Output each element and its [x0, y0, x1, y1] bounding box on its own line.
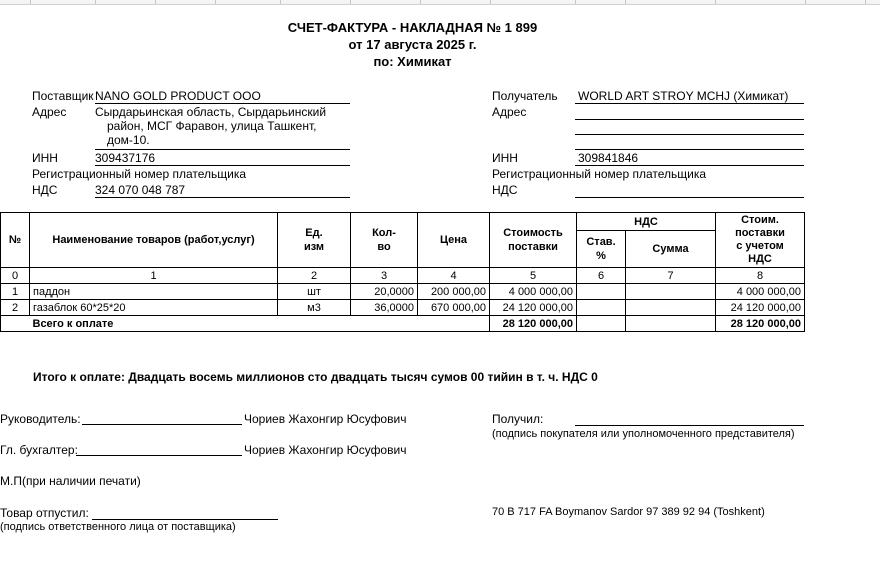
- recipient-label: Получатель: [492, 89, 558, 103]
- column-number: 3: [351, 268, 418, 284]
- document-date: от 17 августа 2025 г.: [348, 37, 477, 52]
- released-signature-line: [92, 519, 278, 520]
- director-label: Руководитель:: [0, 412, 81, 426]
- col-header-qty-line: во: [377, 241, 391, 253]
- column-number: 6: [577, 268, 626, 284]
- col-header-total-line: с учетом: [736, 240, 784, 252]
- total-row-vat-sum: [626, 316, 716, 332]
- supplier-nds-field: [95, 183, 350, 198]
- row-item-name: паддон: [30, 284, 278, 300]
- stamp-note: М.П(при наличии печати): [0, 474, 141, 488]
- col-header-cost: [490, 213, 577, 268]
- row-num: 1: [1, 284, 30, 300]
- row-item-name: газаблок 60*25*20: [30, 300, 278, 316]
- col-header-total-line: НДС: [748, 253, 772, 265]
- supplier-nds: 324 070 048 787: [95, 183, 186, 197]
- row-unit: м3: [278, 300, 351, 316]
- column-number-row: [1, 268, 805, 284]
- table-row: [1, 300, 805, 316]
- recipient-inn: 309841846: [578, 151, 639, 165]
- col-header-vat-sum: Сумма: [626, 231, 716, 268]
- sheet-column-header-strip: [0, 0, 880, 5]
- received-label: Получил:: [492, 412, 544, 426]
- supplier-address-line: район, МСГ Фаравон, улица Ташкент,: [107, 119, 317, 133]
- total-row-label: Всего к оплате: [30, 316, 490, 332]
- col-header-cost-line: Стоимость: [503, 227, 563, 239]
- table-row: [1, 284, 805, 300]
- column-number: 1: [30, 268, 278, 284]
- recipient-name-field: [575, 89, 804, 104]
- row-price: 670 000,00: [418, 300, 490, 316]
- received-signature-line: [575, 425, 804, 426]
- row-vat-sum: [626, 284, 716, 300]
- released-label: Товар отпустил:: [0, 506, 89, 520]
- row-price: 200 000,00: [418, 284, 490, 300]
- col-header-name: Наименование товаров (работ,услуг): [30, 213, 278, 268]
- row-qty: 36,0000: [351, 300, 418, 316]
- col-header-vat: НДС: [577, 213, 716, 231]
- table-header-row: [1, 213, 805, 231]
- supplier-reg-label: Регистрационный номер плательщика: [32, 167, 247, 181]
- accountant-label: Гл. бухгалтер:: [0, 443, 78, 457]
- recipient-address-line-3: [575, 135, 804, 150]
- recipient-name: WORLD ART STROY MCHJ (Химикат): [578, 89, 789, 103]
- total-row-total: 28 120 000,00: [716, 316, 805, 332]
- row-total: 24 120 000,00: [716, 300, 805, 316]
- col-header-price: Цена: [418, 213, 490, 268]
- recipient-nds-label: НДС: [492, 183, 518, 197]
- supplier-address-label: Адрес: [32, 105, 67, 119]
- received-caption: (подпись покупателя или уполномоченного представителя): [492, 428, 795, 440]
- col-header-unit: [278, 213, 351, 268]
- accountant-name: Чориев Жахонгир Юсуфович: [244, 443, 407, 457]
- supplier-name-field: [95, 89, 350, 104]
- released-caption: (подпись ответственного лица от поставщика): [0, 521, 236, 533]
- column-number: 5: [490, 268, 577, 284]
- supplier-inn-field: [95, 151, 350, 166]
- recipient-address-line-1: [575, 105, 804, 120]
- supplier-name: NANO GOLD PRODUCT OOO: [95, 89, 261, 103]
- recipient-address-line-2: [575, 120, 804, 135]
- amount-in-words: Итого к оплате: Двадцать восемь миллионов сто двадцать тысяч сумов 00 тийин в т. ч. НДС 0: [33, 370, 598, 384]
- row-unit: шт: [278, 284, 351, 300]
- col-header-total-line: Стоим.: [741, 214, 779, 226]
- row-total: 4 000 000,00: [716, 284, 805, 300]
- recipient-address-label: Адрес: [492, 105, 527, 119]
- recipient-nds-field: [575, 183, 804, 198]
- total-row-vat-rate: [577, 316, 626, 332]
- col-header-unit-line: изм: [303, 241, 325, 253]
- row-num: 2: [1, 300, 30, 316]
- column-number: 8: [716, 268, 805, 284]
- col-header-vat-rate: Став. %: [577, 231, 626, 268]
- column-number: 2: [278, 268, 351, 284]
- row-cost: 24 120 000,00: [490, 300, 577, 316]
- col-header-cost-line: поставки: [508, 241, 558, 253]
- table-total-row: [1, 316, 805, 332]
- director-name: Чориев Жахонгир Юсуфович: [244, 412, 407, 426]
- row-vat-rate: [577, 300, 626, 316]
- row-vat-sum: [626, 300, 716, 316]
- col-header-qty-line: Кол-: [372, 227, 396, 239]
- accountant-signature-line: [76, 455, 242, 456]
- col-header-total: [716, 213, 805, 268]
- supplier-address-field: [95, 105, 350, 150]
- invoice-table: [0, 212, 805, 332]
- document-by: по: Химикат: [373, 54, 452, 69]
- row-cost: 4 000 000,00: [490, 284, 577, 300]
- row-vat-rate: [577, 284, 626, 300]
- column-number: 4: [418, 268, 490, 284]
- supplier-inn-label: ИНН: [32, 151, 58, 165]
- recipient-reg-label: Регистрационный номер плательщика: [492, 167, 707, 181]
- director-signature-line: [82, 424, 242, 425]
- recipient-inn-field: [575, 151, 804, 166]
- supplier-address-line: дом-10.: [107, 133, 150, 147]
- row-qty: 20,0000: [351, 284, 418, 300]
- supplier-address-line: Сырдарьинская область, Сырдарьинский: [95, 105, 327, 119]
- col-header-num: №: [1, 213, 30, 268]
- col-header-qty: [351, 213, 418, 268]
- document-title: СЧЕТ-ФАКТУРА - НАКЛАДНАЯ № 1 899: [287, 20, 538, 35]
- supplier-inn: 309437176: [95, 151, 156, 165]
- recipient-inn-label: ИНН: [492, 151, 518, 165]
- total-row-spacer: [1, 316, 30, 332]
- col-header-unit-line: Ед.: [305, 227, 323, 239]
- supplier-label: Поставщик: [32, 89, 94, 103]
- vehicle-driver-info: 70 B 717 FA Boymanov Sardor 97 389 92 94 (Toshkent): [492, 506, 765, 518]
- column-number: 7: [626, 268, 716, 284]
- supplier-nds-label: НДС: [32, 183, 58, 197]
- total-row-cost: 28 120 000,00: [490, 316, 577, 332]
- column-number: 0: [1, 268, 30, 284]
- col-header-total-line: поставки: [735, 227, 785, 239]
